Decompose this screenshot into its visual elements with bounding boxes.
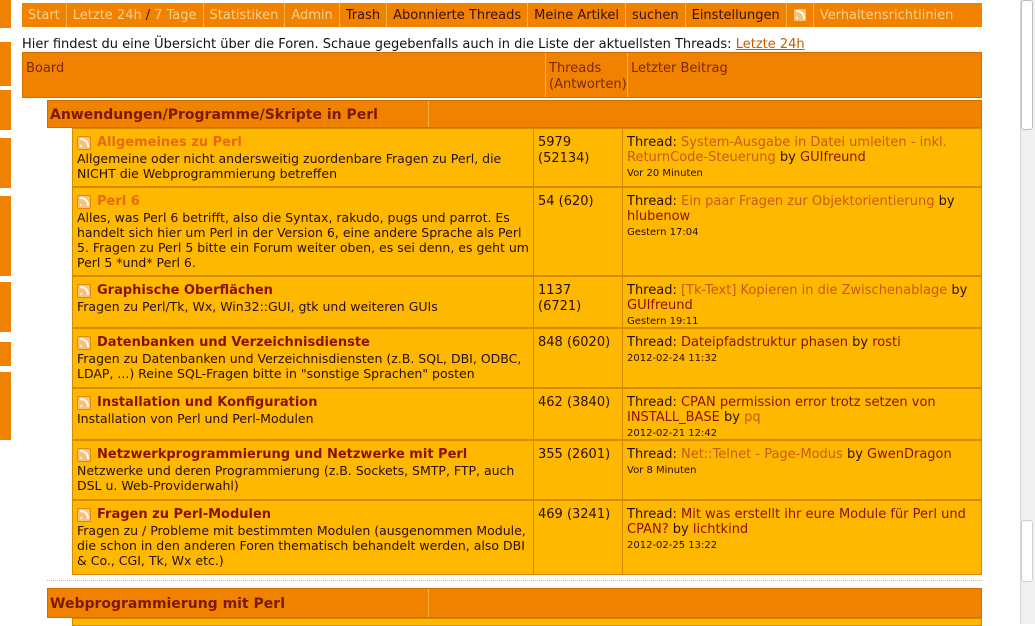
forum-title	[77, 335, 529, 350]
forum-description: Fragen zu / Probleme mit bestimmten Modulen (ausgenommen Module, die schon in den anderen Foren thematisch behandelt werden, also DBI & Co., CGI, Tk, Wx etc.)	[77, 523, 526, 568]
last-post-thread-link[interactable]: CPAN permission error trotz setzen von INSTALL_BASE	[627, 395, 936, 425]
board-table	[22, 52, 982, 98]
rss-icon[interactable]	[77, 396, 91, 410]
answer-count: (52134)	[538, 151, 590, 166]
last-post-prefix: Thread:	[627, 135, 677, 150]
forum-title	[77, 135, 529, 150]
nav-settings[interactable]: Einstellungen	[686, 3, 787, 27]
forum-row	[72, 500, 982, 575]
forum-row	[72, 128, 982, 187]
header-threads-label: Threads	[549, 61, 602, 76]
forum-description: Installation von Perl und Perl-Modulen	[77, 411, 314, 426]
nav-7-days[interactable]: 7 Tage	[154, 7, 197, 23]
forum-title-link[interactable]: Netzwerkprogrammierung und Netzwerke mit Perl	[97, 447, 468, 462]
last-post-time: 2012-02-25 13:22	[627, 540, 718, 551]
forum-title	[77, 194, 529, 209]
forum-title	[77, 395, 529, 410]
last-post-by: by	[779, 150, 796, 165]
last-post-time: 2012-02-24 11:32	[627, 353, 718, 364]
last-post-prefix: Thread:	[627, 194, 677, 209]
nav-rss[interactable]	[787, 3, 814, 27]
last-post	[623, 441, 981, 499]
forum-info	[73, 389, 534, 439]
last-post-time: Vor 20 Minuten	[627, 168, 703, 179]
nav-trash[interactable]: Trash	[340, 3, 387, 27]
nav-last-24h[interactable]: Letzte 24h	[72, 7, 142, 23]
last-post	[623, 188, 981, 275]
rss-icon[interactable]	[77, 448, 91, 462]
forum-counts: 355 (2601)	[534, 441, 623, 499]
last-post-thread-link[interactable]: Net::Telnet - Page-Modus	[680, 447, 843, 462]
forum-counts	[534, 129, 623, 186]
last-post-thread-link[interactable]: Dateipfadstruktur phasen	[680, 335, 848, 350]
last-post-time: Gestern 19:11	[627, 316, 699, 327]
last-post-by: by	[846, 447, 863, 462]
last-post-prefix: Thread:	[627, 447, 677, 462]
last-post	[623, 501, 981, 574]
forum-info	[73, 129, 534, 186]
forum-title-link[interactable]: Datenbanken und Verzeichnisdienste	[97, 335, 370, 350]
forum-row	[72, 440, 982, 500]
header-threads	[546, 53, 628, 97]
forum-title-link[interactable]: Allgemeines zu Perl	[97, 135, 242, 150]
rss-icon	[793, 8, 807, 22]
vertical-scrollbar[interactable]	[1020, 0, 1035, 624]
forum-description: Alles, was Perl 6 betrifft, also die Syntax, rakudo, pugs und parrot. Es handelt sich hier um Perl in der Version 6, eine andere Sprache als Perl 5. Fragen zu Perl 5 bitte ein Forum weiter oben, es sei denn, es geht um Perl 5 *und* Perl 6.	[77, 210, 529, 270]
forum-description: Allgemeine oder nicht andersweitig zuordenbare Fragen zu Perl, die NICHT die Webprogrammierung betreffen	[77, 151, 502, 181]
nav-search[interactable]: suchen	[626, 3, 686, 27]
last-post-prefix: Thread:	[627, 283, 677, 298]
last-post-prefix: Thread:	[627, 395, 677, 410]
nav-admin[interactable]: Admin	[285, 3, 339, 27]
table-header	[22, 52, 982, 98]
last-post	[623, 329, 981, 387]
forum-counts: 469 (3241)	[534, 501, 623, 574]
intro-sentence: Hier findest du eine Übersicht über die Foren. Schaue gegebenfalls auch in die Liste der aktuellsten Threads:	[22, 37, 736, 52]
forum-counts: 1137 (6721)	[534, 277, 623, 327]
rss-icon[interactable]	[77, 136, 91, 150]
last-post-author[interactable]: GUIfreund	[627, 298, 693, 313]
last-post-author[interactable]: GwenDragon	[867, 447, 952, 462]
nav-slash: /	[145, 7, 151, 23]
forum-row	[72, 618, 982, 626]
forum-info	[73, 329, 534, 387]
nav-guidelines[interactable]: Verhaltensrichtlinien	[819, 7, 954, 23]
forum-row	[72, 328, 982, 388]
last-post-author[interactable]: rosti	[872, 335, 901, 350]
last-post-prefix: Thread:	[627, 335, 677, 350]
rss-icon[interactable]	[77, 336, 91, 350]
intro-last-24h-link[interactable]: Letzte 24h	[735, 37, 805, 52]
header-last-post: Letzter Beitrag	[631, 61, 728, 76]
last-post-by: by	[852, 335, 869, 350]
forum-description: Fragen zu Perl/Tk, Wx, Win32::GUI, gtk und weiteren GUIs	[77, 299, 438, 314]
category-title[interactable]: Webprogrammierung mit Perl	[48, 589, 429, 617]
main-navigation	[22, 3, 982, 27]
thread-count: 5979	[538, 135, 572, 150]
rss-icon[interactable]	[77, 508, 91, 522]
last-post	[623, 389, 981, 439]
left-edge-strip	[0, 0, 12, 624]
last-post-thread-link[interactable]: Ein paar Fragen zur Objektorientierung	[680, 194, 935, 209]
header-board: Board	[23, 53, 546, 97]
forum-title-link[interactable]: Installation und Konfiguration	[97, 395, 318, 410]
forum-description: Netzwerke und deren Programmierung (z.B. Sockets, SMTP, FTP, auch DSL u. Web-Providerwahl)	[77, 463, 515, 493]
last-post-author[interactable]: lichtkind	[692, 522, 749, 537]
forum-description: Fragen zu Datenbanken und Verzeichnisdiensten (z.B. SQL, DBI, ODBC, LDAP, ...) Reine SQL-Fragen bitte in "sonstige Sprachen" posten	[77, 351, 522, 381]
forum-title-link[interactable]: Perl 6	[97, 194, 140, 209]
category-title[interactable]: Anwendungen/Programme/Skripte in Perl	[48, 101, 429, 127]
forum-title-link[interactable]: Graphische Oberflächen	[97, 283, 273, 298]
nav-subscribed-threads[interactable]: Abonnierte Threads	[387, 3, 528, 27]
forum-title	[77, 507, 529, 522]
forum-row	[72, 388, 982, 440]
forum-title-link[interactable]: Fragen zu Perl-Modulen	[97, 507, 272, 522]
rss-icon[interactable]	[77, 284, 91, 298]
last-post-time: Gestern 17:04	[627, 227, 699, 238]
category-header	[47, 588, 982, 618]
last-post-by: by	[672, 522, 689, 537]
forum-info	[73, 501, 534, 574]
nav-start[interactable]: Start	[22, 3, 67, 27]
forum-info	[73, 441, 534, 499]
nav-statistics[interactable]: Statistiken	[204, 3, 286, 27]
scrollbar-thumb[interactable]	[1021, 0, 1033, 130]
forum-row	[72, 276, 982, 328]
last-post-prefix: Thread:	[627, 507, 677, 522]
scrollbar-thumb-lower[interactable]	[1021, 520, 1033, 582]
last-post-time: Vor 8 Minuten	[627, 465, 697, 476]
last-post-by: by	[938, 194, 955, 209]
forum-counts: 54 (620)	[534, 188, 623, 275]
divider	[47, 580, 982, 581]
nav-recent	[67, 3, 204, 27]
last-post-time: 2012-02-21 12:42	[627, 428, 718, 439]
nav-my-articles[interactable]: Meine Artikel	[528, 3, 626, 27]
forum-counts: 848 (6020)	[534, 329, 623, 387]
last-post-by: by	[951, 283, 968, 298]
forum-title	[77, 283, 529, 298]
last-post-author[interactable]: hlubenow	[627, 209, 691, 224]
last-post-by: by	[724, 410, 740, 425]
last-post-thread-link[interactable]: System-Ausgabe in Datei umleiten - inkl. ReturnCode-Steuerung	[627, 135, 947, 165]
header-answers-label: (Antworten)	[549, 77, 627, 92]
forum-row	[72, 187, 982, 276]
last-post	[623, 277, 981, 327]
category-header	[47, 100, 982, 128]
rss-icon[interactable]	[77, 195, 91, 209]
last-post-thread-link[interactable]: [Tk-Text] Kopieren in die Zwischenablage	[680, 283, 948, 298]
last-post-author[interactable]: GUIfreund	[800, 150, 866, 165]
intro-text	[22, 37, 805, 52]
forum-info	[73, 277, 534, 327]
forum-counts: 462 (3840)	[534, 389, 623, 439]
last-post-thread-link[interactable]: Mit was erstellt ihr eure Module für Perl und CPAN?	[627, 507, 966, 537]
last-post	[623, 129, 981, 186]
forum-title	[77, 447, 529, 462]
last-post-author[interactable]: pq	[744, 410, 761, 425]
forum-info	[73, 188, 534, 275]
